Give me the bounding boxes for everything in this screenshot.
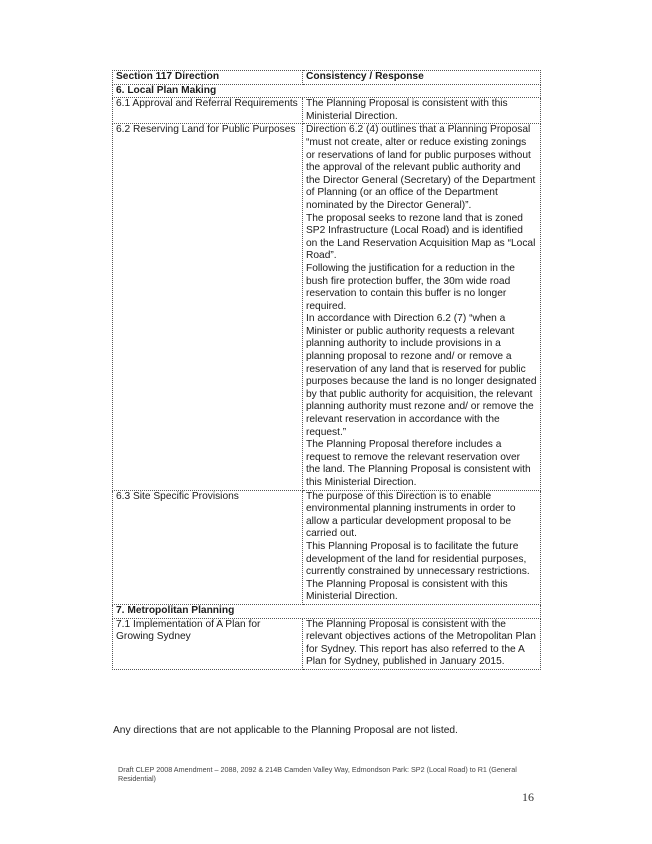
table-row — [113, 618, 541, 669]
response-paragraph: The Planning Proposal is consistent with this Ministerial Direction. — [306, 98, 508, 122]
section-row — [113, 604, 541, 618]
table-row — [113, 490, 541, 604]
response-paragraph: The Planning Proposal therefore includes a request to remove the relevant reservation over the land. The Planning Proposal is consistent with this Ministerial Direction. — [306, 439, 531, 488]
response-paragraph: In accordance with Direction 6.2 (7) “when a Minister or public authority requests a relevant planning authority to include provisions in a planning proposal to rezone and/ or remove a reservation of any land that is reserved for public purposes because the land is no longer designated by that public authority for acquisition, the relevant planning authority must rezone and/ or remove the relevant reservation in accordance with the request.” — [306, 313, 537, 438]
response-paragraph: Following the justification for a reduction in the bush fire protection buffer, the 30m wide road reservation to contain this buffer is no longer required. — [306, 262, 515, 312]
response-cell — [303, 124, 541, 490]
consistency-table — [112, 70, 541, 670]
response-cell — [303, 618, 541, 669]
direction-cell: 6.1 Approval and Referral Requirements — [113, 98, 303, 124]
response-paragraph: This Planning Proposal is to facilitate the future development of the land for residential purposes, currently constrained by unnecessary restrictions. — [306, 540, 530, 578]
response-cell — [303, 98, 541, 124]
page-number: 16 — [522, 790, 534, 804]
table-row — [113, 98, 541, 124]
direction-cell: 7.1 Implementation of A Plan for Growing Sydney — [113, 618, 303, 669]
section-title: 7. Metropolitan Planning — [113, 604, 541, 618]
table-header-row — [113, 71, 541, 85]
page-footer: Draft CLEP 2008 Amendment – 2088, 2092 & 214B Camden Valley Way, Edmondson Park: SP2 (Local Road) to R1 (General Residential) — [118, 765, 517, 783]
response-paragraph: The proposal seeks to rezone land that is zoned SP2 Infrastructure (Local Road) and is identified on the Land Reservation Acquisition Map as “Local Road”. — [306, 212, 536, 262]
direction-cell: 6.3 Site Specific Provisions — [113, 490, 303, 604]
response-cell — [303, 490, 541, 604]
response-paragraph: The Planning Proposal is consistent with the relevant objectives actions of the Metropolitan Plan for Sydney. This report has also referred to the A Plan for Sydney, published in January 2015. — [306, 618, 536, 668]
header-response: Consistency / Response — [303, 71, 541, 85]
header-direction: Section 117 Direction — [113, 71, 303, 85]
table-row — [113, 124, 541, 490]
table-note: Any directions that are not applicable to the Planning Proposal are not listed. — [113, 725, 458, 736]
response-paragraph: The Planning Proposal is consistent with this Ministerial Direction. — [306, 578, 508, 603]
direction-cell: 6.2 Reserving Land for Public Purposes — [113, 124, 303, 490]
section-title: 6. Local Plan Making — [113, 84, 541, 98]
section-row — [113, 84, 541, 98]
response-paragraph: The purpose of this Direction is to enable environmental planning instruments in order to allow a particular development proposal to be carried out. — [306, 490, 516, 540]
response-paragraph: Direction 6.2 (4) outlines that a Planning Proposal “must not create, alter or reduce existing zonings or reservations of land for public purposes without the approval of the relevant public authority and the Director General (Secretary) of the Department of Planning (or an office of the Department nominated by the Director General)”. — [306, 124, 536, 211]
